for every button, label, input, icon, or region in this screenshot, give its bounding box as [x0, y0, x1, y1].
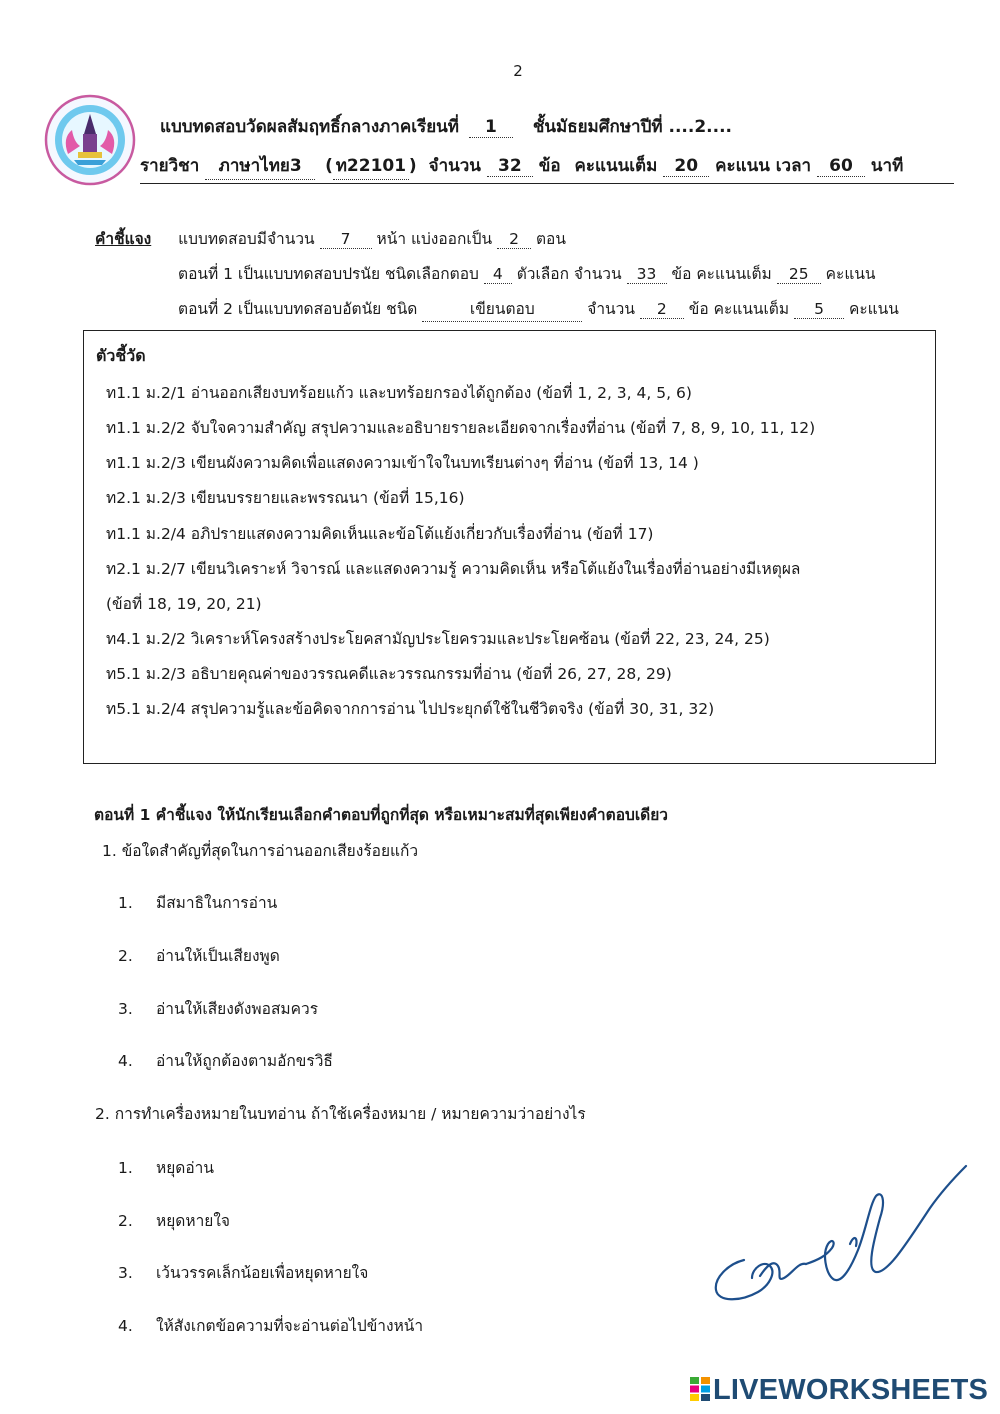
instructions-title: คำชี้แจง [95, 230, 152, 248]
part2-type: เขียนตอบ [422, 296, 582, 322]
part1-score: 25 [777, 265, 821, 284]
option-text: เว้นวรรคเล็กน้อยเพื่อหยุดหายใจ [156, 1264, 369, 1282]
answer-option[interactable] [118, 1260, 368, 1285]
indicator-item: ท5.1 ม.2/4 สรุปความรู้และข้อคิดจากการอ่าน ไปประยุกต์ใช้ในชีวิตจริง (ข้อที่ 30, 31, 32) [106, 700, 715, 718]
watermark-text: LIVEWORKSHEETS [713, 1374, 989, 1406]
instr-text: แบบทดสอบมีจำนวน [178, 230, 315, 248]
choices-value: 4 [484, 265, 512, 284]
option-number: 4. [118, 1317, 133, 1335]
indicator-item: ท1.1 ม.2/3 เขียนผังความคิดเพื่อแสดงความเข้าใจในบทเรียนต่างๆ ที่อ่าน (ข้อที่ 13, 14 ) [106, 454, 699, 472]
indicator-item: (ข้อที่ 18, 19, 20, 21) [106, 595, 262, 613]
option-number: 4. [118, 1052, 133, 1070]
part2-score: 5 [794, 300, 844, 319]
instr-text: คะแนน [848, 300, 899, 318]
header-divider [140, 183, 954, 184]
instr-text: หน้า แบ่งออกเป็น [376, 230, 493, 248]
liveworksheets-logo-icon [690, 1377, 710, 1401]
instr-text: คะแนน [825, 265, 876, 283]
header-title: แบบทดสอบวัดผลสัมฤทธิ์กลางภาคเรียนที่ [160, 117, 459, 137]
option-text: ให้สังเกตข้อความที่จะอ่านต่อไปข้างหน้า [156, 1317, 424, 1335]
option-text: อ่านให้เป็นเสียงพูด [156, 947, 280, 965]
option-number: 1. [118, 894, 133, 912]
indicator-item: ท2.1 ม.2/7 เขียนวิเคราะห์ วิจารณ์ และแสดงความรู้ ความคิดเห็น หรือโต้แย้งในเรื่องที่อ่านอย่างมีเหตุผล [106, 560, 801, 578]
time-value: 60 [817, 156, 865, 177]
score-unit: คะแนน [715, 156, 770, 176]
option-number: 2. [118, 947, 133, 965]
instructions-line-1 [95, 226, 566, 251]
answer-option[interactable] [118, 1208, 230, 1233]
instr-text: ตอน [535, 230, 566, 248]
question-2: 2. การทำเครื่องหมายในบทอ่าน ถ้าใช้เครื่องหมาย / หมายความว่าอย่างไร [95, 1105, 586, 1123]
subject-value: ภาษาไทย3 [205, 152, 315, 180]
answer-option[interactable] [118, 996, 318, 1021]
instr-text: ตอนที่ 1 เป็นแบบทดสอบปรนัย ชนิดเลือกตอบ [178, 265, 479, 283]
pages-value: 7 [320, 230, 372, 249]
instr-text: ข้อ คะแนนเต็ม [671, 265, 772, 283]
indicator-item: ท5.1 ม.2/3 อธิบายคุณค่าของวรรณคดีและวรรณกรรมที่อ่าน (ข้อที่ 26, 27, 28, 29) [106, 665, 672, 683]
time-label: เวลา [775, 156, 812, 176]
option-text: อ่านให้ถูกต้องตามอักขรวิธี [156, 1052, 333, 1070]
page-number: 2 [513, 62, 523, 80]
score-label: คะแนนเต็ม [574, 156, 658, 176]
option-number: 3. [118, 1264, 133, 1282]
item-label: ข้อ [538, 156, 561, 176]
score-value: 20 [663, 156, 709, 177]
answer-option[interactable] [118, 1313, 423, 1338]
school-logo [44, 94, 136, 186]
answer-option[interactable] [118, 1155, 214, 1180]
grade-value: ....2.... [668, 117, 733, 137]
indicator-item: ท1.1 ม.2/2 จับใจความสำคัญ สรุปความและอธิบายรายละเอียดจากเรื่องที่อ่าน (ข้อที่ 7, 8, 9, 10, 11, 12) [106, 419, 816, 437]
option-text: อ่านให้เสียงดังพอสมควร [156, 1000, 319, 1018]
parts-value: 2 [497, 230, 531, 249]
indicator-item: ท2.1 ม.2/3 เขียนบรรยายและพรรณนา (ข้อที่ 15,16) [106, 489, 465, 507]
instructions-line-3 [178, 296, 899, 322]
instr-text: จำนวน [587, 300, 635, 318]
option-number: 3. [118, 1000, 133, 1018]
answer-option[interactable] [118, 890, 277, 915]
question-1: 1. ข้อใดสำคัญที่สุดในการอ่านออกเสียงร้อยแก้ว [102, 842, 419, 860]
handwritten-signature [700, 1160, 980, 1320]
option-text: หยุดอ่าน [156, 1159, 214, 1177]
time-unit: นาที [870, 156, 904, 176]
instr-text: ตัวเลือก จำนวน [516, 265, 622, 283]
part1-count: 33 [627, 265, 667, 284]
instructions-line-2 [178, 261, 876, 286]
count-value: 32 [487, 156, 533, 177]
option-number: 2. [118, 1212, 133, 1230]
indicators-title: ตัวชี้วัด [96, 346, 146, 365]
part1-title: ตอนที่ 1 คำชี้แจง ให้นักเรียนเลือกคำตอบที่ถูกที่สุด หรือเหมาะสมที่สุดเพียงคำตอบเดียว [94, 806, 668, 824]
option-number: 1. [118, 1159, 133, 1177]
count-label: จำนวน [428, 156, 481, 176]
liveworksheets-watermark [690, 1374, 988, 1407]
course-code: ท22101 [333, 152, 409, 180]
header-line-2: รายวิชา ภาษาไทย3 ( ท22101 ) จำนวน 32 ข้อ คะแนนเต็ม 20 คะแนน เวลา 60 นาที [140, 152, 903, 180]
part2-count: 2 [640, 300, 684, 319]
subject-label: รายวิชา [140, 156, 200, 176]
indicator-item: ท1.1 ม.2/4 อภิปรายแสดงความคิดเห็นและข้อโต้แย้งเกี่ยวกับเรื่องที่อ่าน (ข้อที่ 17) [106, 525, 654, 543]
option-text: หยุดหายใจ [156, 1212, 231, 1230]
semester-value: 1 [469, 117, 513, 138]
indicator-item: ท1.1 ม.2/1 อ่านออกเสียงบทร้อยแก้ว และบทร้อยกรองได้ถูกต้อง (ข้อที่ 1, 2, 3, 4, 5, 6) [106, 384, 692, 402]
header-line-1 [160, 113, 732, 140]
option-text: มีสมาธิในการอ่าน [156, 894, 278, 912]
answer-option[interactable] [118, 1048, 333, 1073]
grade-label: ชั้นมัธยมศึกษาปีที่ [532, 117, 663, 137]
answer-option[interactable] [118, 943, 280, 968]
indicator-item: ท4.1 ม.2/2 วิเคราะห์โครงสร้างประโยคสามัญประโยครวมและประโยคซ้อน (ข้อที่ 22, 23, 24, 25) [106, 630, 770, 648]
instr-text: ตอนที่ 2 เป็นแบบทดสอบอัตนัย ชนิด [178, 300, 418, 318]
instr-text: ข้อ คะแนนเต็ม [688, 300, 790, 318]
